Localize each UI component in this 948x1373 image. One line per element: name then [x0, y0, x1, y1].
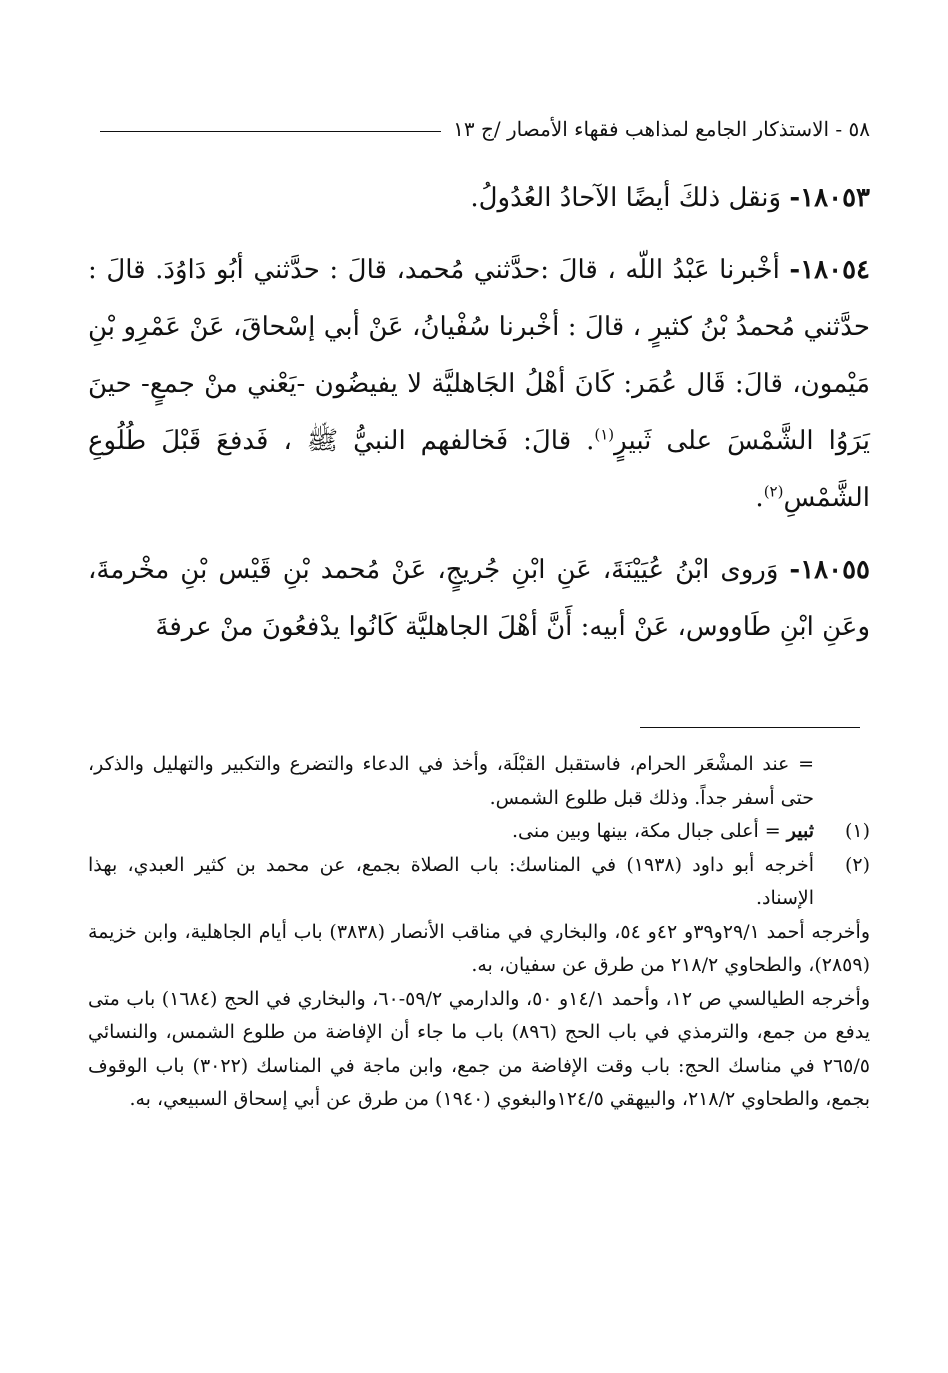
paragraph-number: ١٨٠٥٥-: [789, 555, 871, 585]
header-rule: [100, 131, 441, 132]
paragraph-text: . قالَ: فَخالفهم النبيُّ ﷺ ، فَدفعَ قَبْلَ طُلُوعِ الشَّمْسِ: [88, 426, 870, 513]
paragraph-18055: [88, 542, 870, 656]
paragraph-text: وَروى ابْنُ عُيَيْنَةَ، عَنِ ابْنِ جُريجٍ، عَنْ مُحمد بْنِ قَيْس بْنِ مخْرمةَ، وعَنِ ابْنِ طَاووس، عَنْ أبيه: أَنَّ أهْلَ الجاهليَّة كَانُوا يدْفعُونَ منْ عرفةَ: [88, 555, 870, 642]
footnote-2-paragraph: وأخرجه أحمد ٢٩/١و٣٩و ٤٢و ٥٤، والبخاري في مناقب الأنصار (٣٨٣٨) باب أيام الجاهلية، وابن خزيمة (٢٨٥٩)، والطحاوي ٢١٨/٢ من طرق عن سفيان، به.: [88, 920, 870, 976]
paragraph-text: أخْبرنا عَبْدُ اللّه ، قالَ :حدَّثني مُحمد، قالَ : حدَّثني أبُو دَاوُدَ. قالَ : حدَّثني مُحمدُ بْنُ كثيرٍ ، قالَ : أخْبرنا سُفْيانُ، عَنْ أبي إسْحاقَ، عَنْ عَمْرِو بْنِ مَيْمون، قالَ: قَال عُمَر: كَانَ أهْلُ الجَاهليَّة لا يفيضُون -يَعْني منْ جمعٍ- حينَ يَرَوُا الشَّمْسَ على ثَبيرٍ: [88, 255, 870, 456]
footnote-1: [88, 815, 870, 849]
footnotes: [88, 748, 870, 1117]
footnote-2: [88, 849, 870, 916]
footnote-ref-1[interactable]: (١): [594, 425, 615, 444]
running-title: ٥٨ - الاستذكار الجامع لمذاهب فقهاء الأمصار /ج ١٣: [453, 117, 870, 141]
footnote-continuation: = عند المشْعَر الحرام، فاستقبل القبْلَة، وأخذ في الدعاء والتضرع والتكبير والتهليل والذكر، حتى أسفر جداً. وذلك قبل طلوع الشمس.: [88, 753, 814, 809]
paragraph-text: وَنقل ذلكَ أيضًا الآحادُ العُدُولُ.: [470, 183, 782, 213]
paragraph-number: ١٨٠٥٣-: [789, 183, 870, 213]
running-header: [100, 112, 870, 146]
footnote-body: [88, 815, 814, 849]
main-text: [88, 170, 870, 656]
footnote-marker: (١): [844, 820, 870, 842]
footnote-separator: [640, 727, 860, 728]
paragraph-18053: [88, 170, 870, 227]
footnote-ref-2[interactable]: (٢): [763, 482, 784, 501]
footnote-body: أخرجه أبو داود (١٩٣٨) في المناسك: باب الصلاة بجمع، عن محمد بن كثير العبدي، بهذا الإسناد.: [88, 853, 814, 909]
footnote-text: = أعلى جبال مكة، بينها وبين منى.: [512, 820, 787, 842]
paragraph-number: ١٨٠٥٤-: [789, 255, 871, 285]
paragraph-18054: [88, 242, 870, 527]
paragraph-text: .: [755, 483, 764, 513]
footnote-keyword: ثبير: [786, 820, 814, 842]
footnote-2-paragraph: وأخرجه الطيالسي ص ١٢، وأحمد ١٤/١و ٥٠، والدارمي ٥٩/٢-٦٠، والبخاري في الحج (١٦٨٤) باب متى يدفع من جمع، والترمذي في باب الحج (٨٩٦) باب ما جاء أن الإفاضة من طلوع الشمس، والنسائي ٢٦٥/٥ في مناسك الحج: باب وقت الإفاضة من جمع، وابن ماجة في المناسك (٣٠٢٢) باب الوقوف بجمع، والطحاوي ٢١٨/٢، والبيهقي ١٢٤/٥والبغوي (١٩٤٠) من طرق عن أبي إسحاق السبيعي، به.: [88, 987, 871, 1110]
footnote-marker: (٢): [844, 853, 870, 876]
